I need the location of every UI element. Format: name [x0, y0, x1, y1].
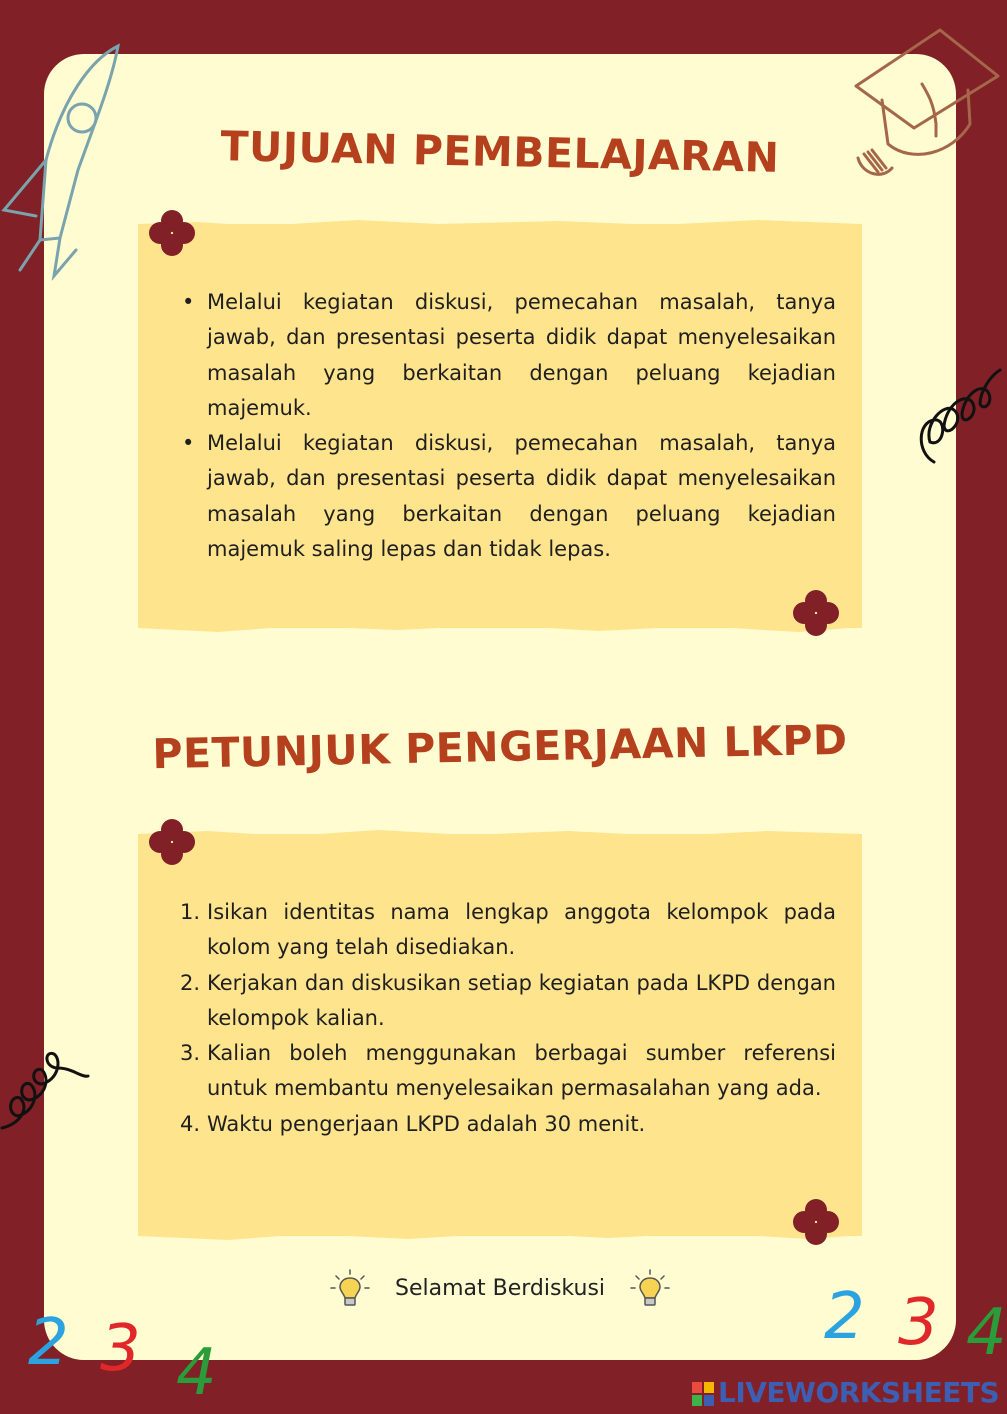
instructions-heading: PETUNJUK PENGERJAAN LKPD: [152, 715, 848, 779]
liveworksheets-logo: [692, 1376, 999, 1409]
step-text: Waktu pengerjaan LKPD adalah 30 menit.: [207, 1111, 646, 1136]
torn-edge-bottom: [138, 620, 862, 634]
liveworksheets-logo-icon: [692, 1382, 714, 1406]
step-text: Kalian boleh menggunakan berbagai sumber referensi untuk membantu menyelesaikan permasalahan yang ada.: [207, 1041, 836, 1101]
list-item: [180, 895, 836, 966]
bullet: •: [182, 431, 195, 456]
torn-edge-bottom: [138, 1228, 862, 1242]
torn-edge-top: [138, 218, 862, 232]
step-number: 4.: [180, 1111, 201, 1136]
list-item: [180, 1036, 836, 1107]
list-item: [180, 966, 836, 1037]
goals-list: [180, 285, 836, 567]
flower-icon: [792, 589, 840, 637]
goals-heading: TUJUAN PEMBELAJARAN: [220, 122, 780, 182]
bullet: •: [182, 290, 195, 314]
brand-text: LIVEWORKSHEETS: [718, 1376, 1000, 1409]
decorative-digit: 4: [176, 1336, 217, 1410]
step-number: 3.: [180, 1041, 201, 1066]
goal-text: Melalui kegiatan diskusi, pemecahan masalah, tanya jawab, dan presentasi peserta didik dapat menyelesaikan masalah yang berkaitan dengan peluang kejadian majemuk saling lepas dan tidak lepas.: [207, 431, 836, 562]
list-item: [180, 285, 836, 426]
footer-text: Selamat Berdiskusi: [394, 1275, 606, 1301]
goal-text: Melalui kegiatan diskusi, pemecahan masalah, tanya jawab, dan presentasi peserta didik dapat menyelesaikan masalah yang berkaitan dengan peluang kejadian majemuk.: [207, 290, 836, 420]
loop-doodle-left-icon: [0, 1038, 96, 1134]
decorative-digit: 4: [966, 1296, 1007, 1370]
step-text: Isikan identitas nama lengkap anggota kelompok pada kolom yang telah disediakan.: [207, 900, 836, 960]
torn-edge-top: [138, 828, 862, 842]
list-item: [180, 1107, 836, 1142]
step-text: Kerjakan dan diskusikan setiap kegiatan pada LKPD dengan kelompok kalian.: [207, 970, 836, 1030]
lightbulb-icon: [328, 1266, 372, 1310]
instructions-list: [180, 895, 836, 1142]
flower-icon: [148, 818, 196, 866]
loop-doodle-right-icon: [914, 362, 1000, 468]
step-number: 2.: [180, 970, 201, 995]
decorative-digit: 2: [824, 1280, 865, 1354]
flower-icon: [148, 209, 196, 257]
list-item: [180, 426, 836, 567]
decorative-digit: 2: [28, 1306, 69, 1380]
step-number: 1.: [180, 900, 201, 924]
flower-icon: [792, 1198, 840, 1246]
decorative-digit: 3: [898, 1286, 939, 1360]
lightbulb-icon: [628, 1266, 672, 1310]
decorative-digit: 3: [100, 1312, 141, 1386]
